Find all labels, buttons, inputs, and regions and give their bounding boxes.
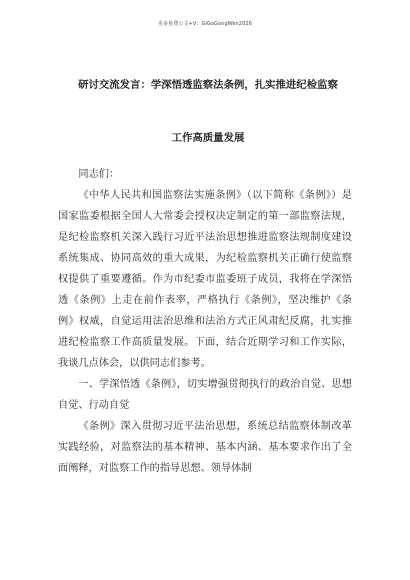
paragraph-intro: 《中华人民共和国监察法实施条例》（以下简称《条例》）是国家监委根据全国人大常委会授权决定制定的第一部监察法规，是纪检监察机关深入践行习近平法治思想推进监察法规制度建设系统集成、协同高效的重大成果，为纪检监察机关正确行使监察权提供了重要遵循。作为市纪委市监委班子成员，我将在学深悟透《条例》上走在前作表率，严格执行《条例》，坚决维护《条例》权威，自觉运用法治思维和法治方式正风肃纪反腐，扎实推进纪检监察工作高质量发展。下面，结合近期学习和工作实际，我谈几点体会，以供同志们参考。 bbox=[58, 190, 352, 369]
watermark-text: 更多免费公文+V：GiGoGongWen2026 bbox=[157, 21, 253, 27]
document-body bbox=[58, 164, 352, 479]
document-title-line-1: 研讨交流发言：学深悟透监察法条例，扎实推进纪检监察 bbox=[78, 79, 338, 91]
salutation: 同志们： bbox=[78, 169, 120, 180]
document-title-line-2: 工作高质量发展 bbox=[171, 132, 245, 144]
section-heading-1: 一、学深悟透《条例》，切实增强贯彻执行的政治自觉、思想自觉、行动自觉 bbox=[58, 379, 352, 411]
paragraph-section-1: 《条例》深入贯彻习近平法治思想，系统总结监察体制改革实践经验，对监察法的基本精神、基本内涵、基本要求作出了全面阐释，对监察工作的指导思想、领导体制 bbox=[58, 421, 352, 474]
